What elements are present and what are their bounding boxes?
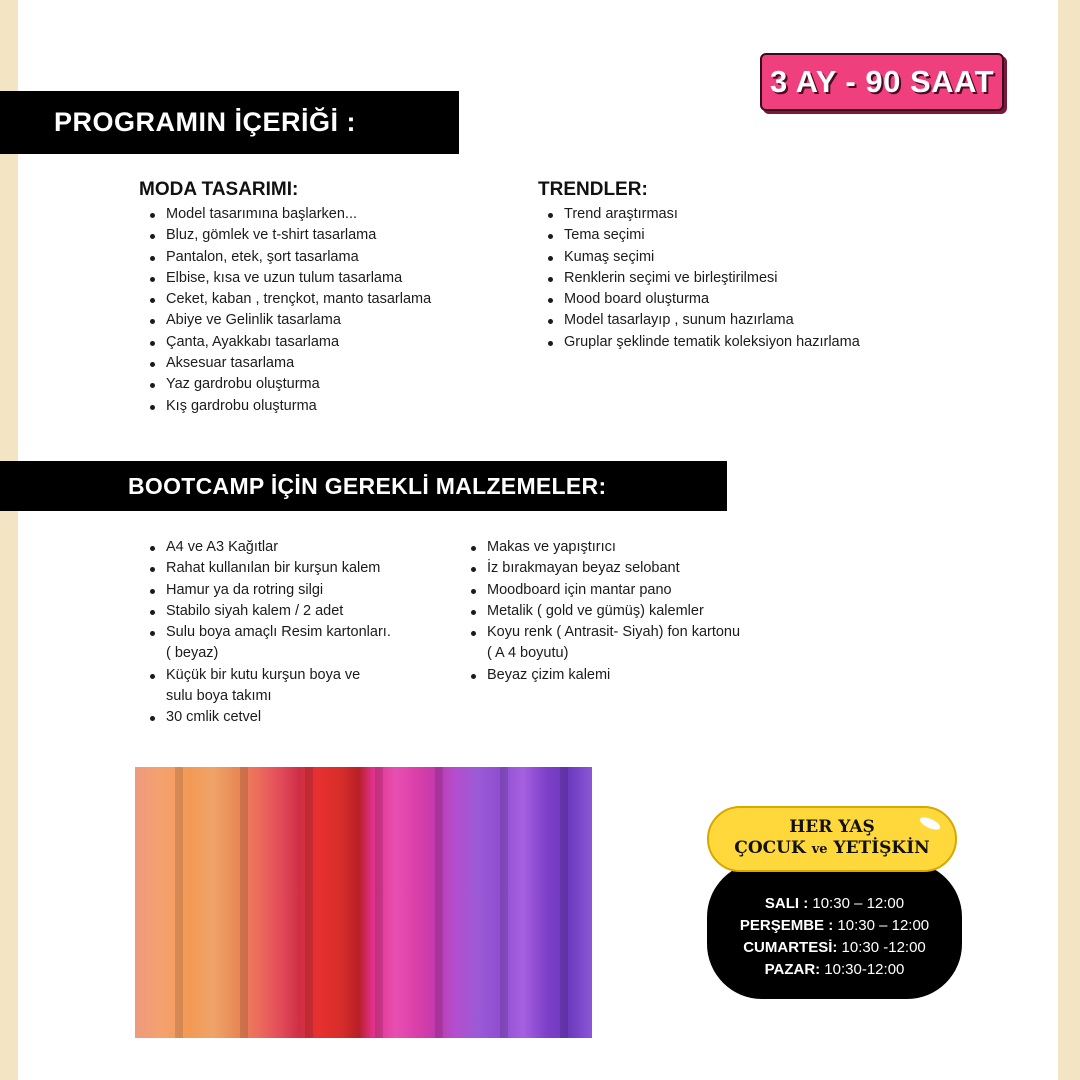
- audience-line2: ÇOCUK ve YETİŞKİN: [734, 838, 930, 858]
- shine-icon: [918, 815, 942, 832]
- list-item: Ceket, kaban , trençkot, manto tasarlama: [139, 289, 431, 310]
- schedule-row: SALI : 10:30 – 12:00: [764, 894, 905, 912]
- audience-badge: [707, 806, 957, 872]
- list-item: Gruplar şeklinde tematik koleksiyon hazırlama: [537, 332, 860, 353]
- list-item: A4 ve A3 Kağıtlar: [139, 537, 391, 558]
- list-item: Bluz, gömlek ve t-shirt tasarlama: [139, 225, 431, 246]
- program-heading: PROGRAMIN İÇERİĞİ :: [0, 91, 459, 154]
- list-item: Mood board oluşturma: [537, 289, 860, 310]
- trendler-list: [537, 204, 860, 353]
- list-item: Pantalon, etek, şort tasarlama: [139, 247, 431, 268]
- list-item: İz bırakmayan beyaz selobant: [460, 558, 740, 579]
- list-item: Rahat kullanılan bir kurşun kalem: [139, 558, 391, 579]
- list-item: Kumaş seçimi: [537, 247, 860, 268]
- list-item: Tema seçimi: [537, 225, 860, 246]
- moda-section-title: MODA TASARIMI:: [139, 179, 299, 200]
- schedule-row: PAZAR: 10:30-12:00: [764, 960, 905, 978]
- list-item: Elbise, kısa ve uzun tulum tasarlama: [139, 268, 431, 289]
- list-item: 30 cmlik cetvel: [139, 707, 391, 728]
- schedule-row: CUMARTESİ: 10:30 -12:00: [743, 938, 926, 956]
- list-item: Aksesuar tasarlama: [139, 353, 431, 374]
- audience-line1: HER YAŞ: [789, 817, 875, 837]
- list-item: Moodboard için mantar pano: [460, 580, 740, 601]
- trendler-section-title: TRENDLER:: [538, 179, 648, 200]
- list-item: Abiye ve Gelinlik tasarlama: [139, 310, 431, 331]
- list-item: Trend araştırması: [537, 204, 860, 225]
- materials-heading: BOOTCAMP İÇİN GEREKLİ MALZEMELER:: [0, 461, 727, 511]
- list-item: Çanta, Ayakkabı tasarlama: [139, 332, 431, 353]
- list-item: Model tasarımına başlarken...: [139, 204, 431, 225]
- duration-badge: 3 AY - 90 SAAT: [760, 53, 1004, 111]
- list-item: Küçük bir kutu kurşun boya ve sulu boya takımı: [139, 665, 391, 708]
- list-item: Yaz gardrobu oluşturma: [139, 374, 431, 395]
- list-item: Kış gardrobu oluşturma: [139, 396, 431, 417]
- list-item: Renklerin seçimi ve birleştirilmesi: [537, 268, 860, 289]
- moda-list: [139, 204, 431, 417]
- schedule-box: [707, 862, 962, 999]
- list-item: Koyu renk ( Antrasit- Siyah) fon kartonu ( A 4 boyutu): [460, 622, 740, 665]
- list-item: Model tasarlayıp , sunum hazırlama: [537, 310, 860, 331]
- list-item: Stabilo siyah kalem / 2 adet: [139, 601, 391, 622]
- materials-right-list: [460, 537, 740, 686]
- fabric-photo: [135, 767, 592, 1038]
- list-item: Hamur ya da rotring silgi: [139, 580, 391, 601]
- list-item: Sulu boya amaçlı Resim kartonları. ( beyaz): [139, 622, 391, 665]
- list-item: Metalik ( gold ve gümüş) kalemler: [460, 601, 740, 622]
- list-item: Beyaz çizim kalemi: [460, 665, 740, 686]
- list-item: Makas ve yapıştırıcı: [460, 537, 740, 558]
- materials-left-list: [139, 537, 391, 729]
- schedule-row: PERŞEMBE : 10:30 – 12:00: [739, 916, 930, 934]
